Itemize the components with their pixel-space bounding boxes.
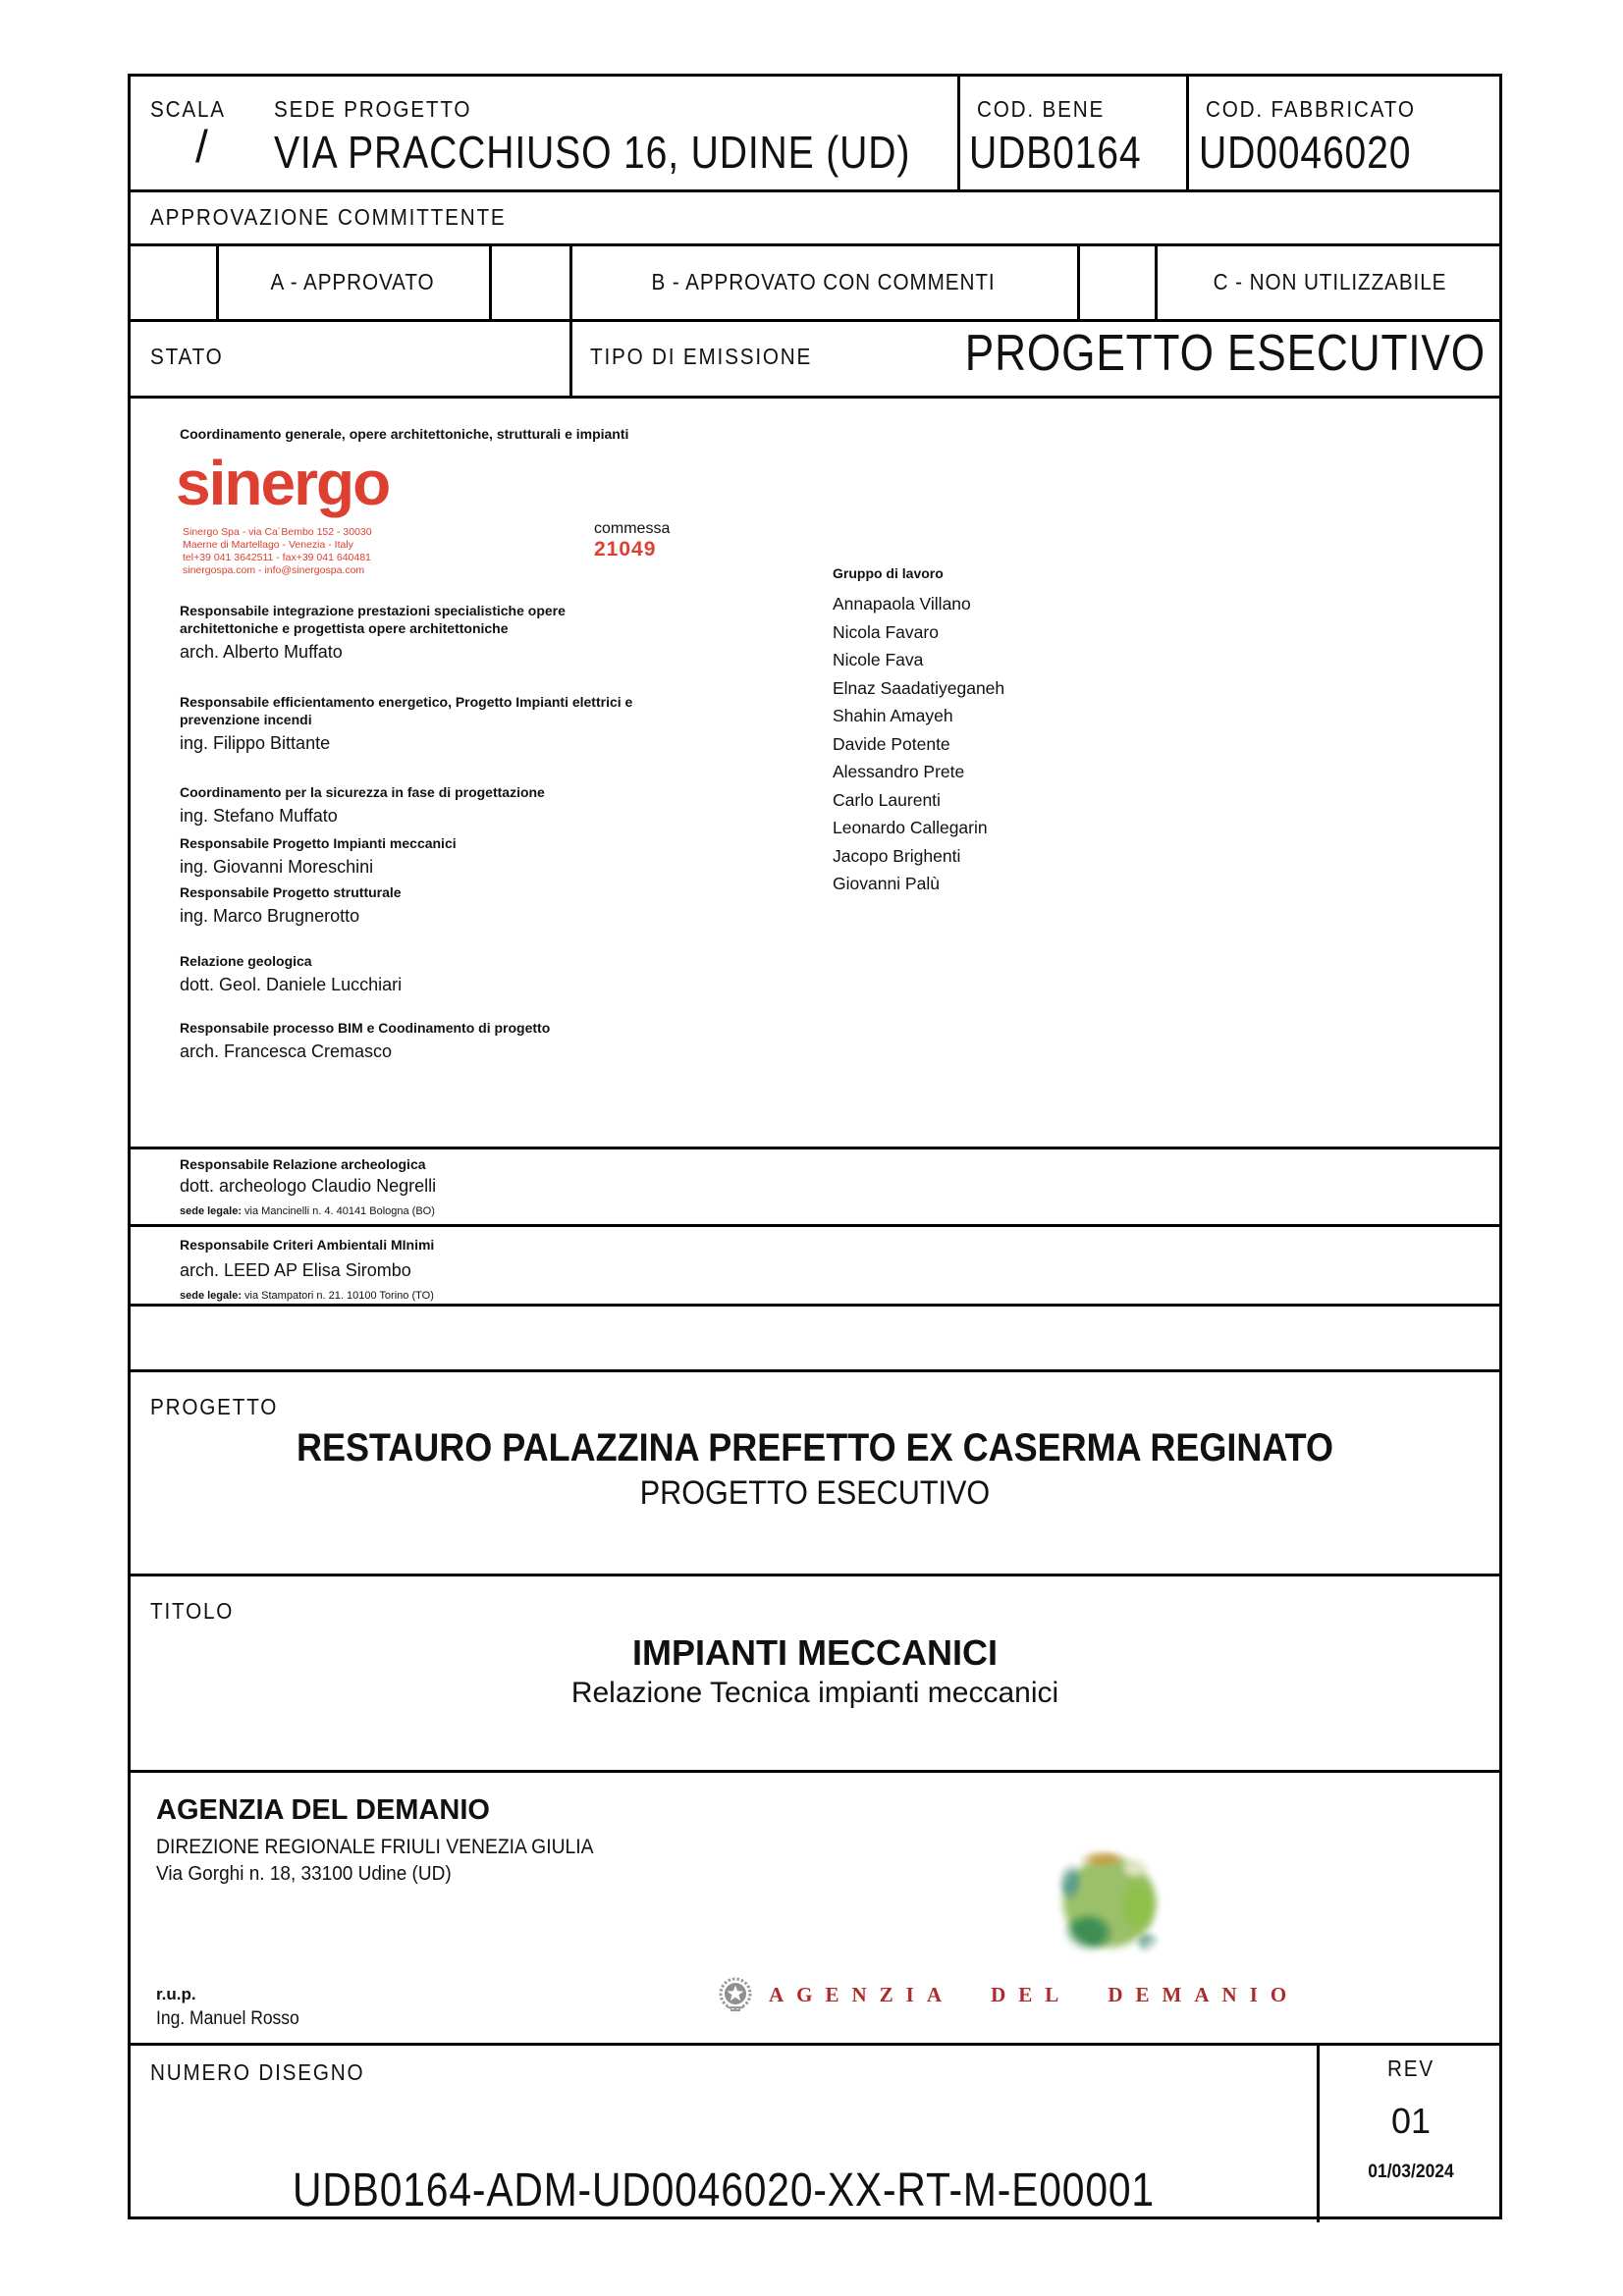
role-block — [180, 952, 651, 995]
grid-line — [131, 1224, 1499, 1227]
role-name: arch. LEED AP Elisa Sirombo — [180, 1260, 411, 1280]
role-title: Responsabile Relazione archeologica — [180, 1156, 426, 1172]
sede-legale — [180, 1290, 434, 1302]
gruppo-member: Giovanni Palù — [833, 874, 940, 893]
approval-option-a: A - APPROVATO — [270, 269, 435, 294]
sinergo-address-line: sinergospa.com - info@sinergospa.com — [183, 564, 365, 576]
gruppo-member: Carlo Laurenti — [833, 789, 941, 810]
grid-line — [1155, 243, 1158, 319]
grid-line — [131, 1574, 1499, 1576]
rup-label: r.u.p. — [156, 1985, 196, 2003]
sinergo-address-line: tel+39 041 3642511 - fax+39 041 640481 — [183, 552, 371, 563]
cod-fabbricato-label: COD. FABBRICATO — [1206, 96, 1416, 122]
sede-legale-value: via Stampatori n. 21. 10100 Torino (TO) — [244, 1290, 434, 1302]
titolo-subtitle: Relazione Tecnica impianti meccanici — [570, 1677, 1059, 1709]
progetto-label: PROGETTO — [150, 1394, 279, 1419]
gruppo-member: Annapaola Villano — [833, 594, 971, 614]
approval-checkbox-c — [1077, 243, 1155, 319]
approvazione-title: APPROVAZIONE COMMITTENTE — [150, 204, 507, 230]
role-title: Responsabile processo BIM e Coodinamento di progetto — [180, 1020, 551, 1036]
tipo-emissione-value: PROGETTO ESECUTIVO — [964, 325, 1486, 382]
cod-fabbricato-value: UD0046020 — [1199, 127, 1412, 178]
approval-checkbox-b — [489, 243, 569, 319]
grid-line — [131, 243, 1499, 246]
role-block — [180, 783, 651, 827]
role-name: dott. archeologo Claudio Negrelli — [180, 1176, 437, 1196]
committente-indirizzo: Via Gorghi n. 18, 33100 Udine (UD) — [156, 1863, 452, 1885]
sinergo-logo: sinergo — [176, 448, 390, 518]
rev-date: 01/03/2024 — [1368, 2162, 1454, 2182]
grid-line — [216, 243, 219, 319]
role-name: dott. Geol. Daniele Lucchiari — [180, 975, 403, 994]
grid-line — [131, 1369, 1499, 1372]
gruppo-member: Jacopo Brighenti — [833, 845, 961, 866]
role-name: arch. Francesca Cremasco — [180, 1041, 393, 1061]
stato-label: STATO — [150, 344, 224, 369]
sede-legale-label: sede legale: — [180, 1205, 242, 1217]
grid-line — [131, 2043, 1499, 2046]
gruppo-di-lavoro — [833, 565, 1004, 898]
commessa-value: 21049 — [594, 538, 657, 561]
committente-direzione: DIREZIONE REGIONALE FRIULI VENEZIA GIULIA — [156, 1836, 594, 1858]
numero-disegno-label: NUMERO DISEGNO — [150, 2059, 365, 2085]
progetto-subtitle: PROGETTO ESECUTIVO — [639, 1474, 991, 1512]
sinergo-heading: Coordinamento generale, opere architettoniche, strutturali e impianti — [180, 426, 629, 442]
grid-line — [131, 1147, 1499, 1149]
italy-emblem-icon — [716, 1975, 755, 2014]
grid-line — [131, 1770, 1499, 1773]
demanio-logo-text: AGENZIA DEL DEMANIO — [769, 1982, 1300, 2006]
tipo-emissione-label: TIPO DI EMISSIONE — [590, 344, 813, 369]
role-title: Responsabile Progetto strutturale — [180, 884, 402, 900]
role-title: Responsabile Progetto Impianti meccanici — [180, 835, 457, 851]
grid-line — [131, 396, 1499, 399]
gruppo-member: Shahin Amayeh — [833, 706, 953, 725]
role-title: Responsabile Criteri Ambientali MInimi — [180, 1237, 435, 1253]
grid-line — [131, 319, 1499, 322]
grid-line — [569, 243, 572, 319]
cod-bene-value: UDB0164 — [969, 127, 1142, 178]
role-title: Coordinamento per la sicurezza in fase di progettazione — [180, 784, 545, 800]
demanio-logo-artwork — [1039, 1834, 1180, 1971]
role-title: Responsabile integrazione prestazioni specialistiche opere architettoniche e progettista opere architettoniche — [180, 603, 566, 636]
scala-label: SCALA — [150, 96, 226, 122]
sinergo-address-line: Maerne di Martellago - Venezia - Italy — [183, 539, 353, 551]
gruppo-member: Leonardo Callegarin — [833, 818, 988, 837]
grid-line — [569, 319, 572, 396]
progetto-title: RESTAURO PALAZZINA PREFETTO EX CASERMA REGINATO — [296, 1426, 1334, 1469]
title-block-table — [128, 74, 1502, 2219]
role-block — [180, 693, 651, 754]
demanio-logo — [716, 1975, 1299, 2014]
sinergo-address-line: Sinergo Spa - via Ca´Bembo 152 - 30030 — [183, 526, 372, 538]
grid-line — [131, 189, 1499, 192]
role-block — [180, 602, 651, 663]
grid-line — [1186, 77, 1189, 189]
scala-value: / — [195, 121, 208, 172]
grid-line — [131, 1304, 1499, 1307]
approval-option-b: B - APPROVATO CON COMMENTI — [651, 269, 996, 294]
role-name: ing. Marco Brugnerotto — [180, 906, 360, 926]
role-title: Responsabile efficientamento energetico, Progetto Impianti elettrici e prevenzione incendi — [180, 694, 633, 727]
grid-line — [957, 77, 960, 189]
gruppo-member: Alessandro Prete — [833, 762, 965, 781]
role-name: ing. Stefano Muffato — [180, 806, 338, 826]
sede-progetto-label: SEDE PROGETTO — [274, 96, 472, 122]
gruppo-member: Nicola Favaro — [833, 621, 939, 642]
role-name: ing. Filippo Bittante — [180, 733, 331, 753]
cod-bene-label: COD. BENE — [977, 96, 1106, 122]
rev-value: 01 — [1390, 2101, 1432, 2141]
rev-label: REV — [1387, 2056, 1434, 2081]
role-name: arch. Alberto Muffato — [180, 642, 343, 662]
numero-disegno-value: UDB0164-ADM-UD0046020-XX-RT-M-E00001 — [293, 2164, 1155, 2216]
sede-progetto-value: VIA PRACCHIUSO 16, UDINE (UD) — [274, 127, 911, 178]
role-name: ing. Giovanni Moreschini — [180, 857, 374, 877]
titolo-label: TITOLO — [150, 1598, 235, 1624]
gruppo-title: Gruppo di lavoro — [833, 565, 944, 581]
sede-legale — [180, 1205, 435, 1217]
approval-checkbox-a — [131, 243, 216, 319]
gruppo-member: Davide Potente — [833, 733, 950, 754]
role-block — [180, 834, 651, 878]
sede-legale-label: sede legale: — [180, 1290, 242, 1302]
rup-name: Ing. Manuel Rosso — [156, 2008, 299, 2029]
titolo-title: IMPIANTI MECCANICI — [632, 1632, 998, 1673]
role-title: Relazione geologica — [180, 953, 312, 969]
gruppo-member: Nicole Fava — [833, 650, 924, 669]
commessa-label: commessa — [594, 520, 671, 537]
role-block — [180, 883, 651, 927]
sede-legale-value: via Mancinelli n. 4. 40141 Bologna (BO) — [244, 1205, 435, 1217]
role-block — [180, 1019, 651, 1062]
approval-option-c: C - NON UTILIZZABILE — [1213, 269, 1447, 294]
committente-name: AGENZIA DEL DEMANIO — [156, 1794, 490, 1826]
gruppo-member: Elnaz Saadatiyeganeh — [833, 677, 1005, 698]
